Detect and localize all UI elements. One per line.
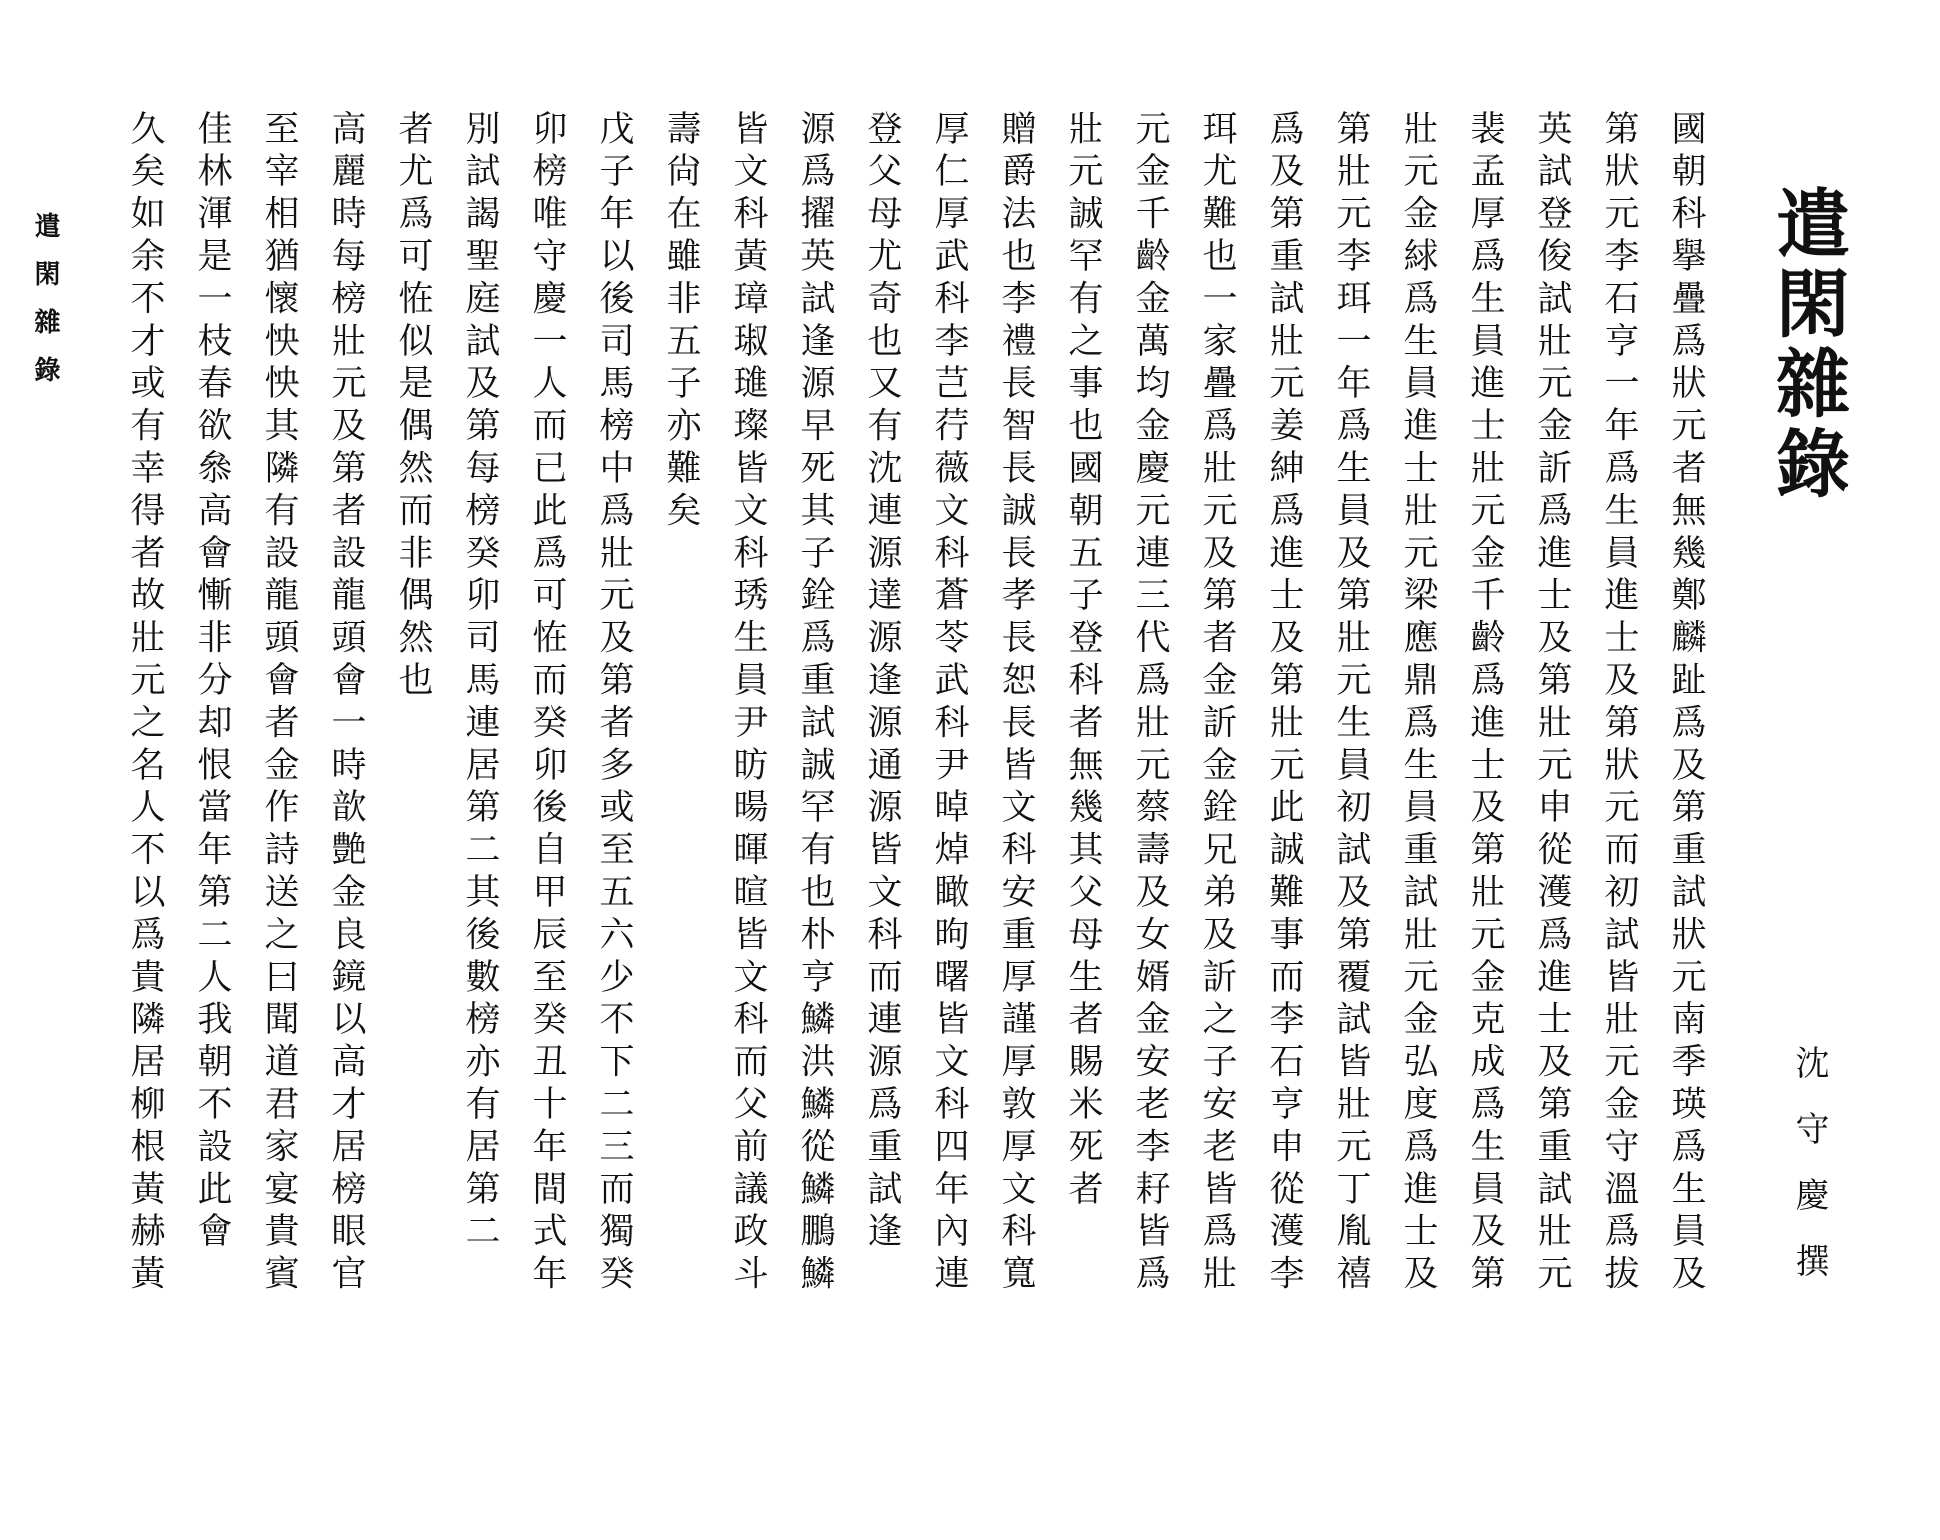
text-column-12: 厚仁厚武科李芑荇薇文科蒼苓武科尹晫焯瞰昫曙皆文科四年內連 [929,110,969,1298]
text-column-17: 戊子年以後司馬榜中爲壯元及第者多或至五六少不下二三而獨癸 [594,110,634,1298]
margin-label: 遣閑雜錄 [30,212,60,404]
text-column-2: 第狀元李石亨一年爲生員進士及第狀元而初試皆壯元金守溫爲拔 [1599,110,1639,1298]
document-title: 遣閑雜錄 [1764,185,1850,505]
text-column-22: 至宰相猶懷怏怏其隣有設龍頭會者金作詩送之曰聞道君家宴貴賓 [259,110,299,1298]
text-column-5: 壯元金絿爲生員進士壯元梁應鼎爲生員重試壯元金弘度爲進士及 [1398,110,1438,1298]
text-column-11: 贈爵法也李禮長智長誠長孝長恕長皆文科安重厚謹厚敦厚文科寬 [996,110,1036,1298]
text-column-24: 久矣如余不才或有幸得者故壯元之名人不以爲貴隣居柳根黃赫黃 [125,110,165,1298]
text-column-10: 壯元誠罕有之事也國朝五子登科者無幾其父母生者賜米死者 [1063,110,1103,1213]
text-column-14: 源爲擢英試逢源早死其子銓爲重試誠罕有也朴亨鱗洪鱗從鱗鵬鱗 [795,110,835,1298]
text-column-7: 爲及第重試壯元姜紳爲進士及第壯元此誠難事而李石亨申從濩李 [1264,110,1304,1298]
text-column-18: 卯榜唯守慶一人而已此爲可恠而癸卯後自甲辰至癸丑十年間式年 [527,110,567,1298]
text-column-20: 者尤爲可恠似是偶然而非偶然也 [393,110,433,704]
text-column-8: 珥尤難也一家疊爲壯元及第者金訢金銓兄弟及訢之子安老皆爲壯 [1197,110,1237,1298]
text-column-21: 高麗時每榜壯元及第者設龍頭會一時歆艶金良鏡以高才居榜眼官 [326,110,366,1298]
text-column-13: 登父母尤奇也又有沈連源達源逢源通源皆文科而連源爲重試逢 [862,110,902,1255]
text-column-9: 元金千齡金萬均金慶元連三代爲壯元蔡壽及女婿金安老李耔皆爲 [1130,110,1170,1298]
text-column-1: 國朝科擧疊爲狀元者無幾鄭麟趾爲及第重試狀元南季瑛爲生員及 [1666,110,1706,1298]
author-line: 沈守慶撰 [1789,1045,1829,1309]
text-column-6: 第壯元李珥一年爲生員及第壯元生員初試及第覆試皆壯元丁胤禧 [1331,110,1371,1298]
text-column-16: 壽尙在雖非五子亦難矣 [661,110,701,534]
text-column-23: 佳林渾是一枝春欲叅高會慚非分却恨當年第二人我朝不設此會 [192,110,232,1255]
text-column-19: 別試謁聖庭試及第每榜癸卯司馬連居第二其後數榜亦有居第二 [460,110,500,1255]
text-column-4: 裴孟厚爲生員進士壯元金千齡爲進士及第壯元金克成爲生員及第 [1465,110,1505,1298]
text-column-3: 英試登俊試壯元金訢爲進士及第壯元申從濩爲進士及第重試壯元 [1532,110,1572,1298]
text-column-15: 皆文科黃璋琡璡璨皆文科琇生員尹昉暘暉暄皆文科而父前議政斗 [728,110,768,1298]
